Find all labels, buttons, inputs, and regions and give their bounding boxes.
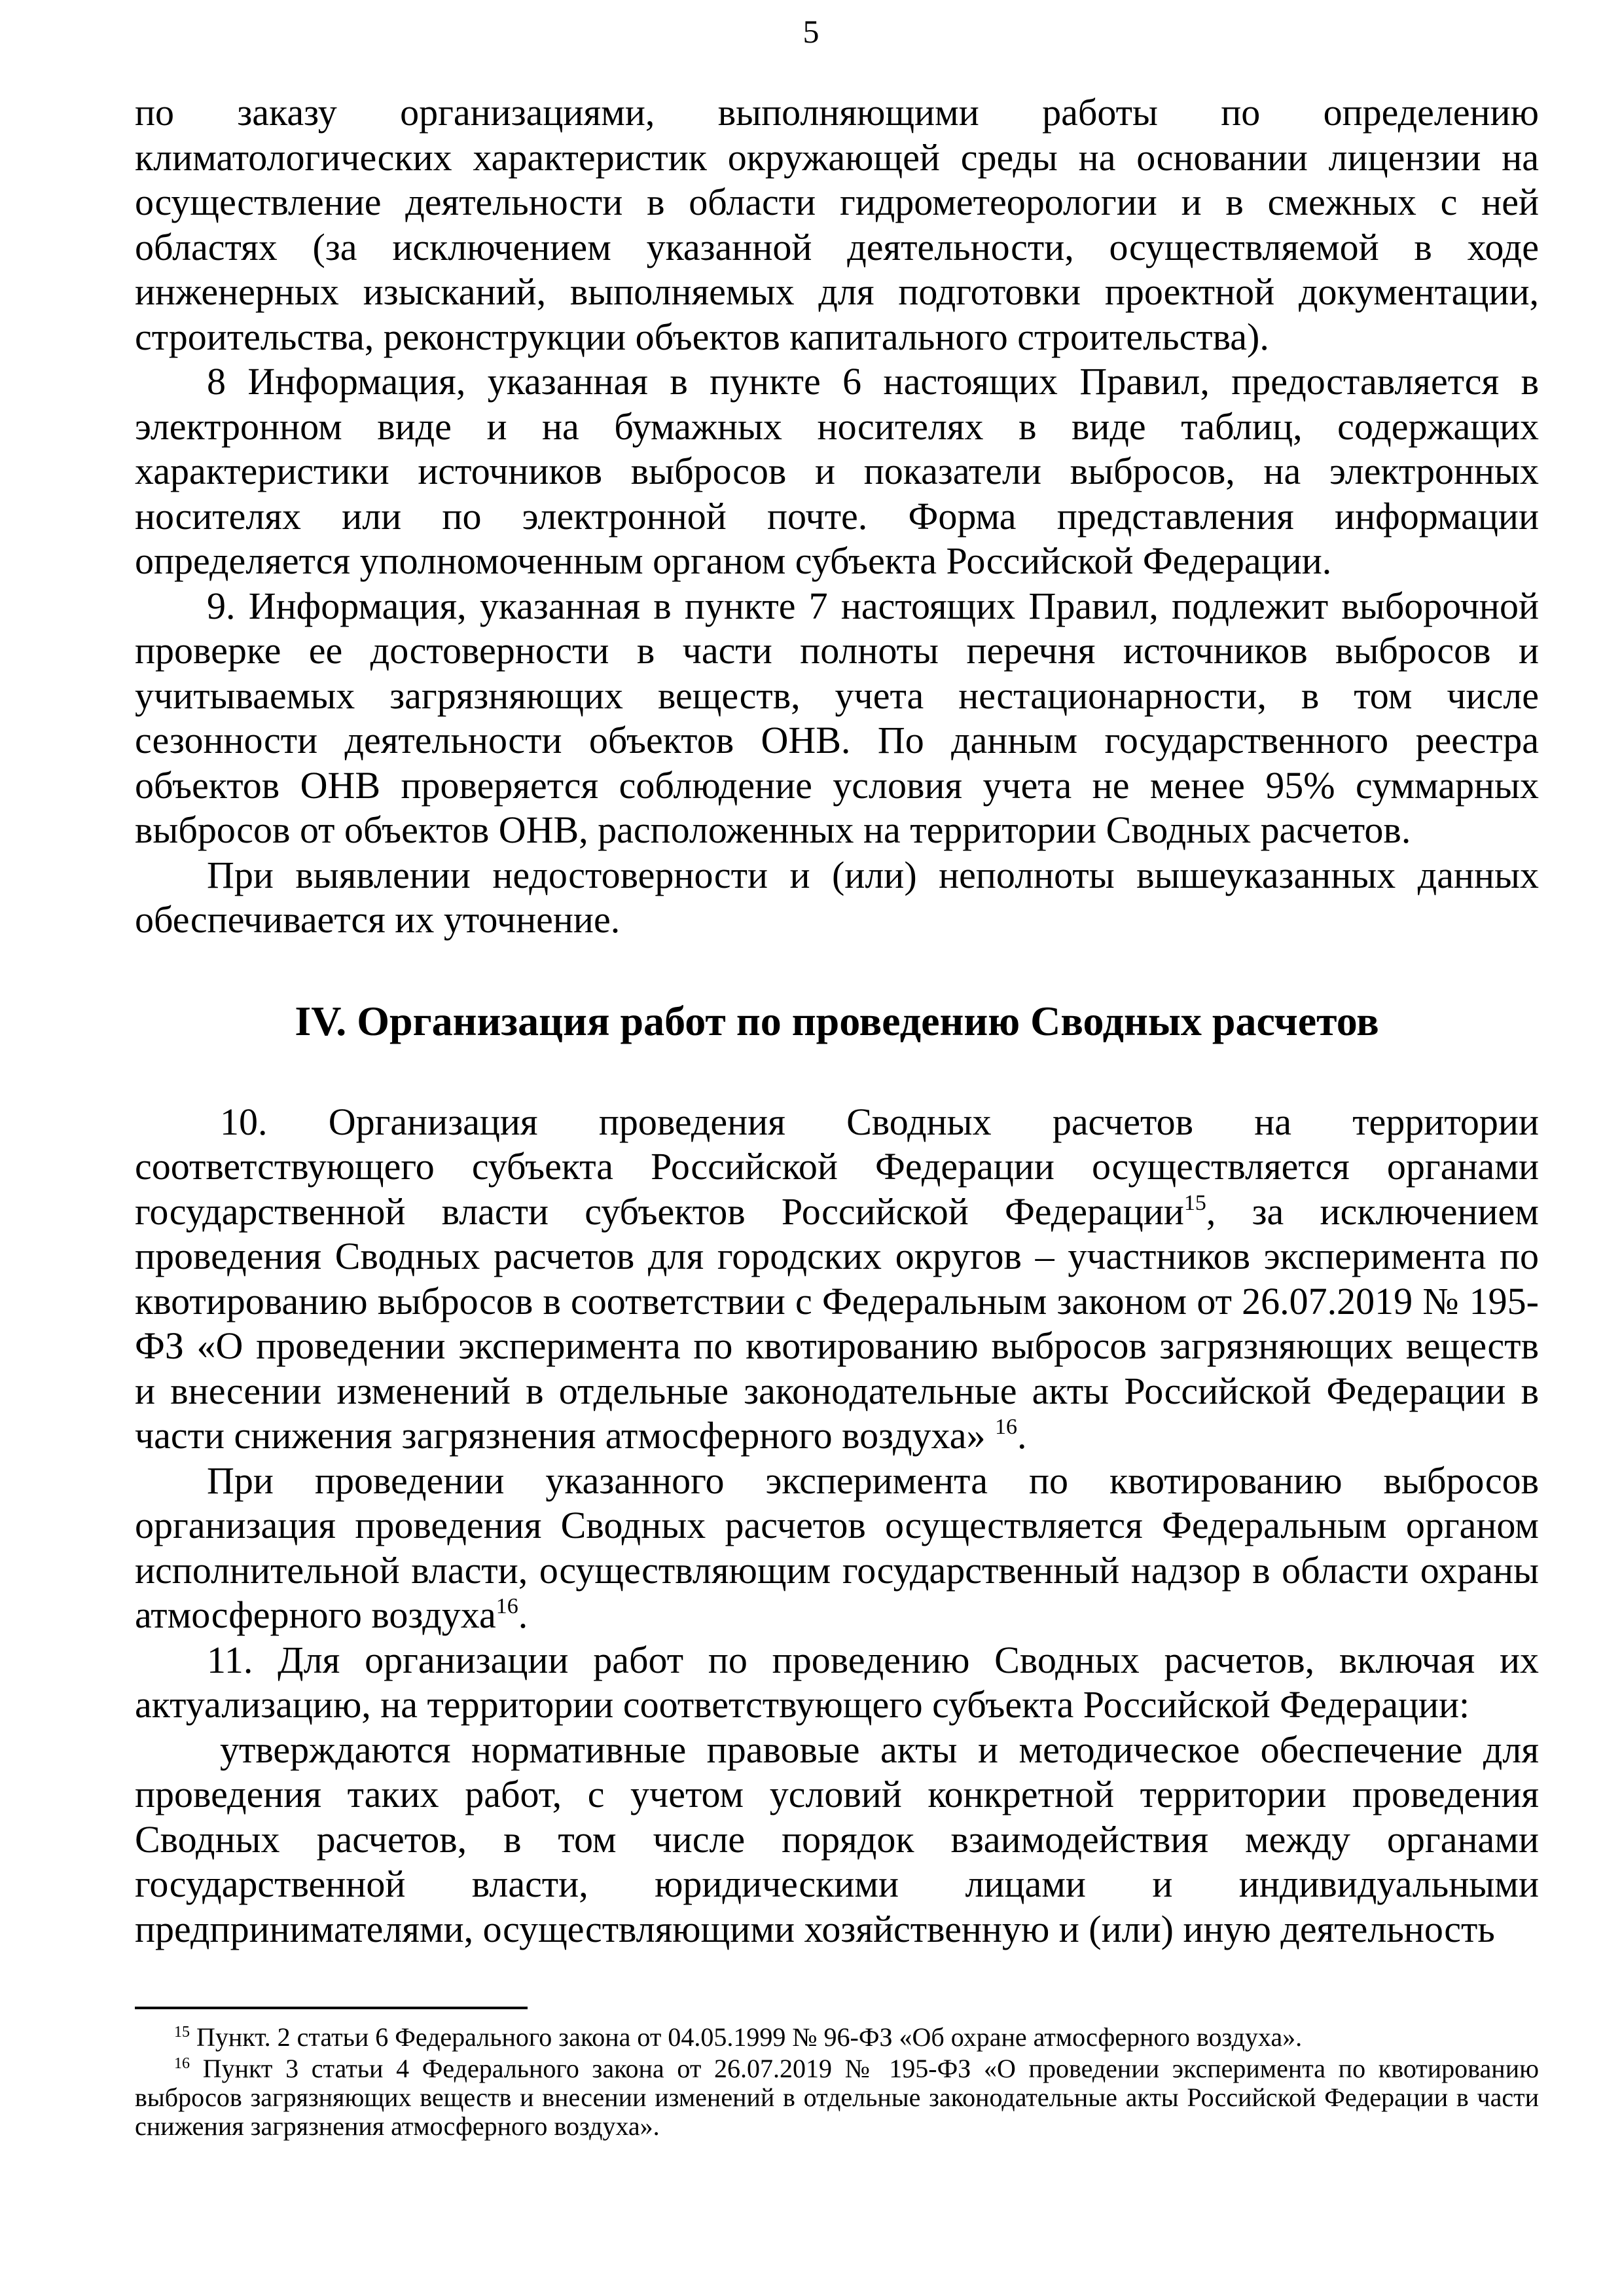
paragraph-9: 9. Информация, указанная в пункте 7 настоящих Правил, подлежит выборочной проверке ее достоверности в части полноты перечня источников выбросов и учитываемых загрязняющих веществ, учета нестационарности, в том числе сезонности деятельности объектов ОНВ. По данным государственного реестра объектов ОНВ проверяется соблюдение условия учета не менее 95% суммарных выбросов от объектов ОНВ, расположенных на территории Сводных расчетов.	[135, 584, 1539, 851]
footnote-text: Пункт. 2 статьи 6 Федерального закона от 04.05.1999 № 96-ФЗ «Об охране атмосферного воздуха».	[190, 2022, 1303, 2052]
paragraph-10-text-1: 10. Организация проведения Сводных расчетов на территории соответствующего субъекта Российской Федерации осуществляется органами государственной власти субъектов Российской Федерации	[135, 1100, 1539, 1233]
footnote-ref-16-b: 16	[496, 1594, 518, 1618]
footnote-15	[135, 2023, 1539, 2052]
paragraph-8: 8 Информация, указанная в пункте 6 настоящих Правил, предоставляется в электронном виде и на бумажных носителях в виде таблиц, содержащих характеристики источников выбросов и показатели выбросов, на электронных носителях или по электронной почте. Форма представления информации определяется уполномоченным органом субъекта Российской Федерации.	[135, 360, 1539, 582]
footnote-ref-16: 16	[994, 1415, 1017, 1439]
paragraph-10b-text-2: .	[518, 1594, 528, 1636]
footnote-16	[135, 2054, 1539, 2141]
footnote-ref-15: 15	[1183, 1190, 1206, 1215]
footnote-number: 15	[174, 2024, 190, 2041]
paragraph-11: 11. Для организации работ по проведению Сводных расчетов, включая их актуализацию, на территории соответствующего субъекта Российской Федерации:	[135, 1638, 1539, 1726]
paragraph-7-continuation: по заказу организациями, выполняющими работы по определению климатологических характеристик окружающей среды на основании лицензии на осуществление деятельности в области гидрометеорологии и в смежных с ней областях (за исключением указанной деятельности, осуществляемой в ходе инженерных изысканий, выполняемых для подготовки проектной документации, строительства, реконструкции объектов капитального строительства).	[135, 91, 1539, 358]
paragraph-9-note: При выявлении недостоверности и (или) неполноты вышеуказанных данных обеспечивается их уточнение.	[135, 853, 1539, 941]
paragraph-10-experiment	[135, 1459, 1539, 1638]
paragraph-10-text-2: , за исключением проведения Сводных расчетов для городских округов – участников эксперимента по квотированию выбросов в соответствии с Федеральным законом от 26.07.2019 № 195-ФЗ «О проведении эксперимента по квотированию выбросов загрязняющих веществ и внесении изменений в отдельные законодательные акты Российской Федерации в части снижения загрязнения атмосферного воздуха»	[135, 1190, 1539, 1457]
footnote-separator	[135, 2007, 528, 2009]
paragraph-10b-text-1: При проведении указанного эксперимента по квотированию выбросов организация проведения Сводных расчетов осуществляется Федеральным органом исполнительной власти, осуществляющим государственный надзор в области охраны атмосферного воздуха	[135, 1459, 1539, 1636]
document-body	[135, 90, 1539, 1952]
paragraph-10	[135, 1100, 1539, 1459]
page-number: 5	[802, 13, 820, 50]
paragraph-10-text-3: .	[1017, 1414, 1027, 1457]
footnote-text: Пункт 3 статьи 4 Федерального закона от 26.07.2019 № 195-ФЗ «О проведении эксперимента по квотированию выбросов загрязняющих веществ и внесении изменений в отдельные законодательные акты Российской Федерации в части снижения загрязнения атмосферного воздуха».	[135, 2054, 1539, 2141]
paragraph-11-item: утверждаются нормативные правовые акты и методическое обеспечение для проведения таких работ, с учетом условий конкретной территории проведения Сводных расчетов, в том числе порядок взаимодействия между органами государственной власти, юридическими лицами и индивидуальными предпринимателями, осуществляющими хозяйственную и (или) иную деятельность	[135, 1728, 1539, 1950]
footnote-number: 16	[174, 2055, 190, 2072]
section-heading: IV. Организация работ по проведению Сводных расчетов	[295, 997, 1379, 1044]
footnotes	[135, 2023, 1539, 2143]
